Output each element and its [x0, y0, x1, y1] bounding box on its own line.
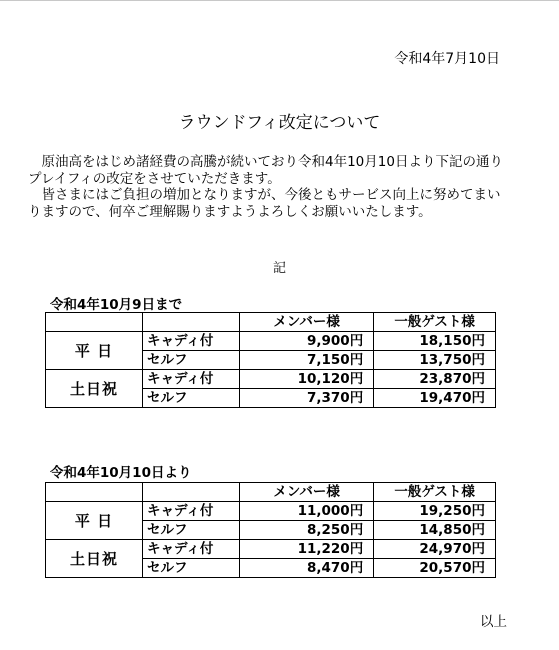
header-empty-cell	[143, 313, 240, 332]
table-row	[46, 502, 496, 521]
table-row	[46, 540, 496, 559]
guest-fee-cell: 18,150円	[374, 332, 496, 351]
header-guest: 一般ゲスト様	[374, 483, 496, 502]
play-type-cell: セルフ	[143, 521, 240, 540]
guest-fee-cell: 13,750円	[374, 351, 496, 370]
document-title: ラウンドフィ改定について	[178, 113, 381, 133]
play-type-cell: キャディ付	[143, 502, 240, 521]
paragraph-2: 皆さまにはご負担の増加となりますが、今後ともサービス向上に努めてまいりますので、何卒ご理解賜りますようよろしくお願いいたします。	[28, 187, 501, 220]
play-type-cell: セルフ	[143, 351, 240, 370]
day-type-cell: 土日祝	[46, 370, 143, 408]
play-type-cell: キャディ付	[143, 370, 240, 389]
guest-fee-cell: 23,870円	[374, 370, 496, 389]
member-fee-cell: 10,120円	[240, 370, 374, 389]
table-row	[46, 370, 496, 389]
play-type-cell: キャディ付	[143, 540, 240, 559]
guest-fee-cell: 24,970円	[374, 540, 496, 559]
document-date: 令和4年7月10日	[394, 51, 500, 67]
header-member: メンバー様	[240, 313, 374, 332]
guest-fee-cell: 14,850円	[374, 521, 496, 540]
member-fee-cell: 7,370円	[240, 389, 374, 408]
day-type-cell: 平 日	[46, 332, 143, 370]
fee-table-after	[45, 482, 496, 578]
paragraph-1: 原油高をはじめ諸経費の高騰が続いており令和4年10月10日より下記の通りプレイフィの改定をさせていただきます。	[28, 154, 503, 187]
top-border-line	[0, 0, 559, 1]
member-fee-cell: 7,150円	[240, 351, 374, 370]
section-title-before: 令和4年10月9日まで	[50, 297, 183, 313]
member-fee-cell: 8,250円	[240, 521, 374, 540]
table-header-row	[46, 313, 496, 332]
body-text	[28, 154, 508, 220]
play-type-cell: キャディ付	[143, 332, 240, 351]
play-type-cell: セルフ	[143, 389, 240, 408]
day-type-cell: 平 日	[46, 502, 143, 540]
guest-fee-cell: 19,250円	[374, 502, 496, 521]
fee-table-before	[45, 312, 496, 408]
header-empty-cell	[143, 483, 240, 502]
table-header-row	[46, 483, 496, 502]
guest-fee-cell: 19,470円	[374, 389, 496, 408]
member-fee-cell: 9,900円	[240, 332, 374, 351]
header-empty-cell	[46, 483, 143, 502]
section-title-after: 令和4年10月10日より	[50, 465, 192, 481]
guest-fee-cell: 20,570円	[374, 559, 496, 578]
ki-marker: 記	[272, 261, 286, 276]
day-type-cell: 土日祝	[46, 540, 143, 578]
table-row	[46, 332, 496, 351]
header-guest: 一般ゲスト様	[374, 313, 496, 332]
header-empty-cell	[46, 313, 143, 332]
member-fee-cell: 11,000円	[240, 502, 374, 521]
header-member: メンバー様	[240, 483, 374, 502]
closing-mark: 以上	[480, 614, 507, 630]
member-fee-cell: 8,470円	[240, 559, 374, 578]
member-fee-cell: 11,220円	[240, 540, 374, 559]
play-type-cell: セルフ	[143, 559, 240, 578]
